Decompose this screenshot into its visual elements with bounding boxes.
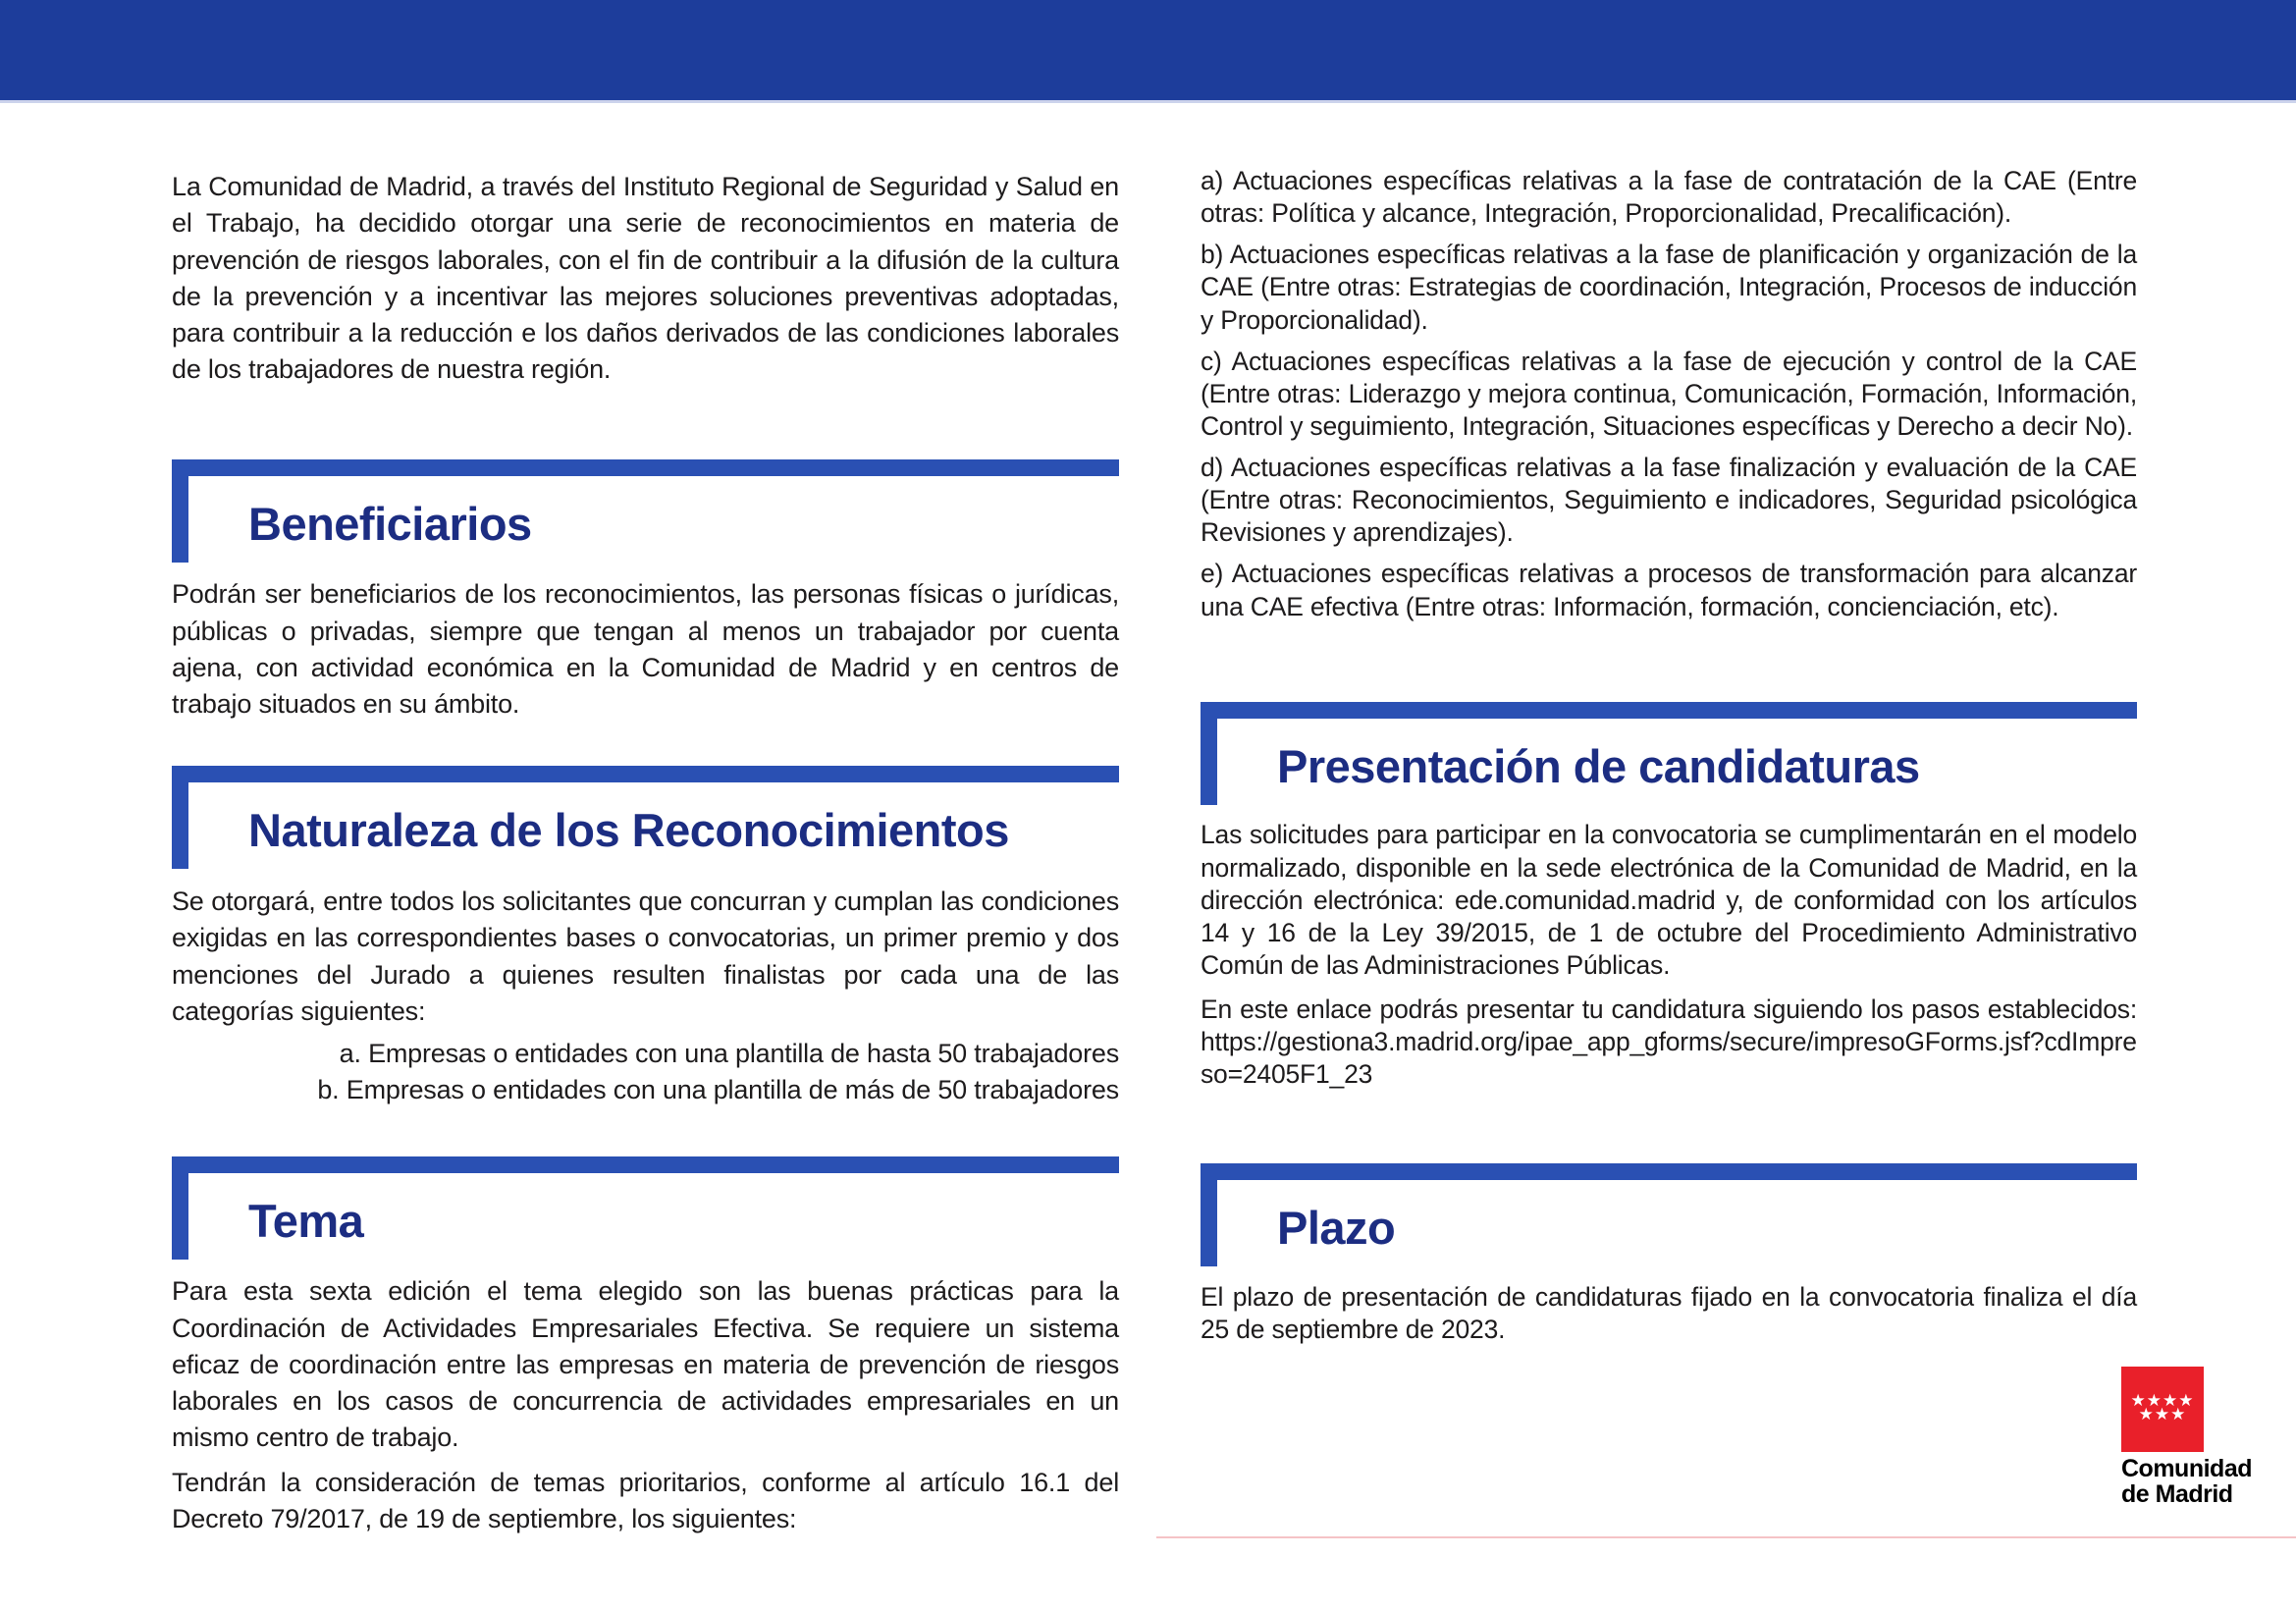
priority-item-b: b) Actuaciones específicas relativas a la fase de planificación y organización de la CAE (Entre otras: Estrategias de coordinación, Integración, Procesos de inducción y Proporcionalidad). bbox=[1201, 240, 2137, 335]
header-accent-corner bbox=[1201, 702, 1217, 805]
header-accent-bar bbox=[172, 1156, 1119, 1173]
beneficiarios-paragraph: Podrán ser beneficiarios de los reconocimientos, las personas físicas o jurídicas, públicas o privadas, siempre que tengan al menos un trabajador por cuenta ajena, con actividad económica en la Comunidad de Madrid y en centros de trabajo situados en su ámbito. bbox=[172, 579, 1119, 719]
tema-paragraph-2: Tendrán la consideración de temas prioritarios, conforme al artículo 16.1 del Decreto 79/2017, de 19 de septiembre, los siguientes: bbox=[172, 1467, 1119, 1533]
section-header-beneficiarios bbox=[172, 459, 1119, 550]
candidatura-url[interactable]: https://gestiona3.madrid.org/ipae_app_gforms/secure/impresoGForms.jsf?cdImpreso=2405F1_23 bbox=[1201, 1027, 2137, 1090]
presentacion-paragraph: Las solicitudes para participar en la convocatoria se cumplimentarán en el modelo normalizado, disponible en la sede electrónica de la Comunidad de Madrid, en la dirección electrónica: ede.comunidad.madrid y, de conformidad con los artículos 14 y 16 de la Ley 39/2015, de 1 de octubre del Procedimiento Administrativo Común de las Administraciones Públicas. bbox=[1201, 820, 2137, 980]
category-item-b: b. Empresas o entidades con una plantilla de más de 50 trabajadores bbox=[317, 1075, 1119, 1105]
header-accent-bar bbox=[1201, 1163, 2137, 1180]
section-title-presentacion: Presentación de candidaturas bbox=[1277, 739, 1920, 792]
enlace-paragraph bbox=[1201, 994, 2137, 1091]
section-header-plazo bbox=[1201, 1163, 2137, 1254]
logo-text bbox=[2121, 1455, 2252, 1508]
intro-paragraph: La Comunidad de Madrid, a través del Instituto Regional de Seguridad y Salud en el Trabajo, ha decidido otorgar una serie de reconocimientos en materia de prevención de riesgos laborales, con el fin de contribuir a la difusión de la cultura de la prevención y a incentivar las mejores soluciones preventivas adoptadas, para contribuir a la reducción e los daños derivados de las condiciones laborales de los trabajadores de nuestra región. bbox=[172, 172, 1119, 385]
section-header-naturaleza bbox=[172, 766, 1119, 856]
priority-item-c: c) Actuaciones específicas relativas a la fase de ejecución y control de la CAE (Entre otras: Liderazgo y mejora continua, Comunicación, Formación, Información, Control y seguimiento, Integración, Situaciones específicas y Derecho a decir No). bbox=[1201, 346, 2137, 441]
header-accent-bar bbox=[172, 766, 1119, 782]
header-accent-corner bbox=[1201, 1163, 1217, 1266]
naturaleza-paragraph: Se otorgará, entre todos los solicitantes que concurran y cumplan las condiciones exigidas en las correspondientes bases o convocatorias, un primer premio y dos menciones del Jurado a quienes resulten finalistas por cada una de las categorías siguientes: bbox=[172, 887, 1119, 1026]
section-header-tema bbox=[172, 1156, 1119, 1247]
header-accent-corner bbox=[172, 766, 188, 869]
header-accent-bar bbox=[172, 459, 1119, 476]
enlace-intro-text: En este enlace podrás presentar tu candidatura siguiendo los pasos establecidos: bbox=[1201, 994, 2137, 1024]
section-title-beneficiarios: Beneficiarios bbox=[248, 497, 532, 550]
priority-item-e: e) Actuaciones específicas relativas a procesos de transformación para alcanzar una CAE efectiva (Entre otras: Información, formación, concienciación, etc). bbox=[1201, 559, 2137, 621]
section-title-naturaleza: Naturaleza de los Reconocimientos bbox=[248, 804, 1009, 857]
section-header-presentacion bbox=[1201, 702, 2137, 792]
header-accent-corner bbox=[172, 459, 188, 563]
section-title-tema: Tema bbox=[248, 1194, 364, 1247]
bottom-divider-line bbox=[1156, 1536, 2296, 1538]
priority-item-d: d) Actuaciones específicas relativas a la fase finalización y evaluación de la CAE (Entre otras: Reconocimientos, Seguimiento e indicadores, Seguridad psicológica Revisiones y aprendizajes). bbox=[1201, 453, 2137, 548]
right-column bbox=[1201, 165, 2137, 1346]
priority-item-a: a) Actuaciones específicas relativas a la fase de contratación de la CAE (Entre otras: Política y alcance, Integración, Proporcionalidad, Precalificación). bbox=[1201, 166, 2137, 229]
category-item-a: a. Empresas o entidades con una plantilla de hasta 50 trabajadores bbox=[339, 1039, 1119, 1068]
flag-stars-top: ★★★★ bbox=[2130, 1391, 2195, 1410]
header-accent-bar bbox=[1201, 702, 2137, 719]
header-accent-corner bbox=[172, 1156, 188, 1260]
comunidad-madrid-logo bbox=[2121, 1367, 2252, 1508]
logo-text-line2: de Madrid bbox=[2121, 1479, 2233, 1508]
madrid-flag-icon bbox=[2121, 1367, 2204, 1452]
flag-stars-bottom: ★★★ bbox=[2138, 1405, 2187, 1424]
logo-text-line1: Comunidad bbox=[2121, 1455, 2252, 1482]
plazo-paragraph: El plazo de presentación de candidaturas fijado en la convocatoria finaliza el día 25 de septiembre de 2023. bbox=[1201, 1282, 2137, 1345]
top-banner bbox=[0, 0, 2296, 103]
tema-paragraph-1: Para esta sexta edición el tema elegido son las buenas prácticas para la Coordinación de Actividades Empresariales Efectiva. Se requiere un sistema eficaz de coordinación entre las empresas en materia de prevención de riesgos laborales en los casos de concurrencia de actividades empresariales en un mismo centro de trabajo. bbox=[172, 1276, 1119, 1453]
left-column bbox=[172, 169, 1119, 1537]
section-title-plazo: Plazo bbox=[1277, 1202, 1396, 1255]
category-list bbox=[172, 1036, 1119, 1109]
